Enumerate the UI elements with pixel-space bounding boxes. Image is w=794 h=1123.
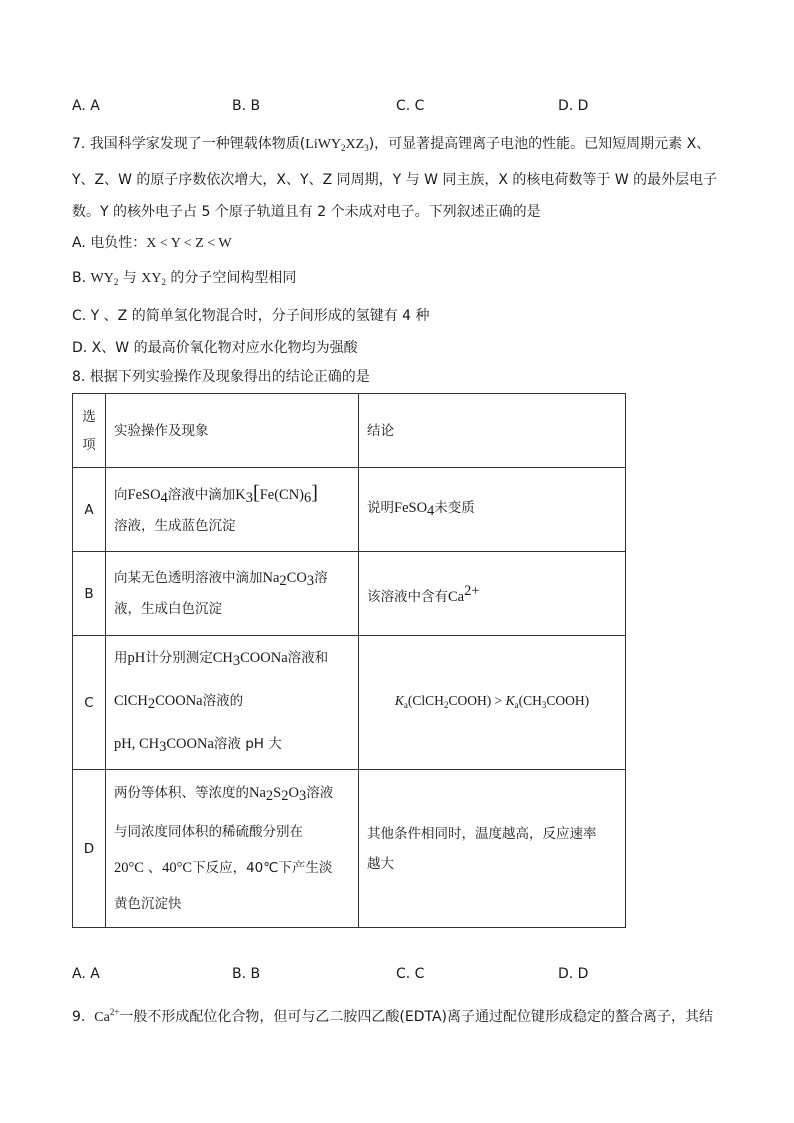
q7-line1 [72,134,710,158]
option-d: D. D [558,98,589,114]
option-d: D. D [558,966,589,982]
table-row-a [73,468,626,552]
option-b: B. B [232,966,261,982]
option-a: A. A [72,98,100,114]
q7-line2: Y、Z、W 的原子序数依次增大，X、Y、Z 同周期，Y 与 W 同主族，X 的核电荷数等于 W 的最外层电子 [72,172,718,188]
q7-option-b: B. $WY_2$ 与 $XY_2$ 的分子空间构型相同 [72,270,297,287]
q7-option-a: A. 电负性：X < Y < Z < W [72,235,232,251]
q6-options [72,98,712,118]
q7-option-d: D. X、W 的最高价氧化物对应水化物均为强酸 [72,340,358,356]
table-row-c [73,636,626,770]
row-a-conclusion: 说明FeSO$_4$未变质 [359,468,626,552]
q8-title: 8. 根据下列实验操作及现象得出的结论正确的是 [72,369,370,385]
q8-options [72,966,712,986]
q7-line1-text-a: 我国科学家发现了一种锂载体物质( [89,136,306,152]
row-a-operation: 向FeSO$_4$溶液中滴加$K_3[Fe(CN)_6]$ 溶液，生成蓝色沉淀 [106,468,359,552]
option-b: B. B [232,98,261,114]
row-c-conclusion: $K_a(ClCH_2COOH)$ > $K_a(CH_3COOH)$ [359,636,626,770]
q7-number: 7. [72,136,86,152]
option-c: C. C [396,966,425,982]
q9-ion: Ca [94,1010,110,1025]
row-c-label: C [73,636,106,770]
row-b-operation: 向某无色透明溶液中滴加$Na_2CO_3$溶 液，生成白色沉淀 [106,552,359,636]
row-c-operation: 用pH计分别测定$CH_3COONa$溶液和 ClCH$_2$COONa溶液的 pH, $CH_3COONa$溶液 pH 大 [106,636,359,770]
q9-number: 9. [72,1009,86,1025]
table-header-row [73,394,626,468]
table-row-d [73,770,626,928]
header-conclusion: 结论 [359,394,626,468]
q9-line1: 9. $Ca^{2+}$一般不形成配位化合物，但可与乙二胺四乙酸(EDTA)离子通过配位键形成稳定的螯合离子，其结 [72,1007,713,1025]
row-a-label: A [73,468,106,552]
q7-option-c: C. Y 、Z 的简单氢化物混合时，分子间形成的氢键有 4 种 [72,308,430,324]
option-c: C. C [396,98,425,114]
row-d-operation: 两份等体积、等浓度的$Na_2S_2O_3$溶液 与同浓度同体积的稀硫酸分别在 20°C 、40°C下反应，40℃下产生淡 黄色沉淀快 [106,770,359,928]
header-operation: 实验操作及现象 [106,394,359,468]
row-d-conclusion: 其他条件相同时，温度越高，反应速率 越大 [359,770,626,928]
row-b-conclusion: 该溶液中含有$Ca^{2+}$ [359,552,626,636]
q7-line3: 数。Y 的核外电子占 5 个原子轨道且有 2 个未成对电子。下列叙述正确的是 [72,204,541,220]
q8-table [72,393,626,928]
row-d-label: D [73,770,106,928]
option-a: A. A [72,966,100,982]
row-b-label: B [73,552,106,636]
header-option: 选 项 [73,394,106,468]
q9-text: 一般不形成配位化合物，但可与乙二胺四乙酸(EDTA)离子通过配位键形成稳定的螯合离子，其结 [119,1009,713,1025]
q7-line1-text-b: )，可显著提高锂离子电池的性能。已知短周期元素 X、 [368,136,711,152]
q7-formula: $LiWY_2XZ_3$ [305,137,369,153]
table-row-b [73,552,626,636]
